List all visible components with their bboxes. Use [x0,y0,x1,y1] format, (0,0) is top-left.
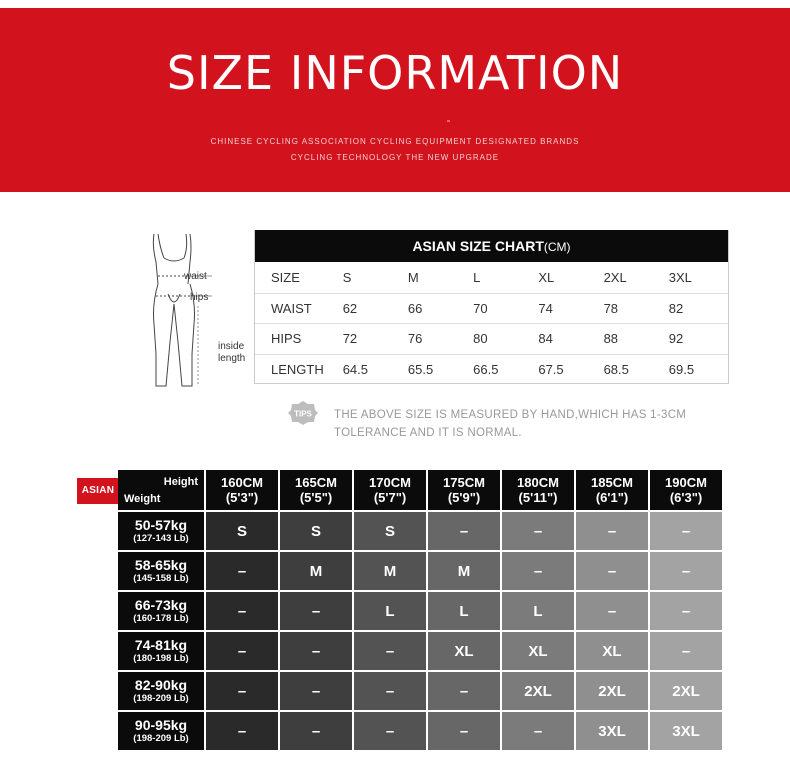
asian-size-chart [254,230,729,384]
size-cell: – [502,512,574,550]
asian-chart-cell: 80 [473,331,488,347]
figure-label-waist: waist [184,271,207,282]
height-column-header [280,470,352,510]
size-cell: 2XL [650,672,722,710]
size-cell: 3XL [576,712,648,750]
bib-tights-outline-icon [134,224,254,394]
weight-row-header [118,712,204,750]
weight-lb: (160-178 Lb) [133,613,189,624]
asian-chart-cell: 72 [342,331,358,347]
height-cm: 165CM [295,475,337,490]
weight-lb: (180-198 Lb) [133,653,189,664]
chart-title-text: ASIAN SIZE CHART [412,238,544,254]
size-cell: – [650,592,722,630]
asian-chart-row-label: WAIST [271,300,312,316]
header-subtitle-1: CHINESE CYCLING ASSOCIATION CYCLING EQUIPMENT DESIGNATED BRANDS [210,137,580,146]
asian-chart-cell: 78 [603,300,619,316]
asian-chart-cell: 76 [407,331,423,347]
weight-row-header [118,552,204,590]
weight-kg: 66-73kg [134,597,188,613]
decor-dot [447,120,450,122]
weight-lb: (145-158 Lb) [133,573,189,584]
size-cell: – [576,592,648,630]
asian-chart-cell: 74 [538,300,553,316]
size-cell: – [576,512,648,550]
size-cell: – [428,512,500,550]
asian-chart-cell: XL [538,269,555,285]
weight-row-header [118,672,204,710]
height-ft: (6'3") [669,490,703,505]
size-cell: – [650,552,722,590]
size-cell: – [206,592,278,630]
grid-corner-header [118,470,204,510]
weight-row-header [118,592,204,630]
asian-chart-cell: 68.5 [603,361,629,377]
size-cell: – [280,672,352,710]
figure-label-inside: inside [218,341,245,352]
size-cell: – [502,712,574,750]
height-ft: (5'11") [518,490,558,505]
height-ft: (6'1") [595,490,629,505]
height-axis-label: Height [163,476,198,488]
height-column-header [576,470,648,510]
weight-kg: 90-95kg [134,717,188,733]
weight-kg: 50-57kg [134,517,188,533]
asian-chart-cell: 62 [342,300,358,316]
size-cell: XL [502,632,574,670]
header-banner [0,8,790,192]
size-cell: – [502,552,574,590]
height-cm: 190CM [665,475,707,490]
size-cell: L [354,592,426,630]
size-cell: – [206,552,278,590]
height-ft: (5'9") [447,490,481,505]
height-cm: 160CM [221,475,263,490]
asian-chart-cell: 66.5 [473,361,499,377]
size-cell: S [354,512,426,550]
asian-chart-row [255,323,728,354]
size-cell: – [280,712,352,750]
height-cm: 175CM [443,475,485,490]
size-cell: L [428,592,500,630]
size-cell: – [354,632,426,670]
tips-line-2: TOLERANCE AND IT IS NORMAL. [334,427,522,439]
height-cm: 170CM [369,475,411,490]
height-ft: (5'7") [373,490,407,505]
height-cm: 180CM [517,475,559,490]
height-column-header [502,470,574,510]
size-cell: – [354,672,426,710]
size-cell: – [206,632,278,670]
asian-chart-cell: 70 [473,300,488,316]
asian-chart-row [255,354,728,385]
size-cell: M [354,552,426,590]
size-cell: XL [428,632,500,670]
size-cell: – [206,672,278,710]
weight-kg: 82-90kg [134,677,188,693]
size-cell: – [428,712,500,750]
asian-chart-row [255,293,728,324]
page-title: SIZE INFORMATION [166,46,624,100]
size-cell: S [280,512,352,550]
size-cell: – [650,632,722,670]
size-cell: – [206,712,278,750]
asian-chart-cell: 82 [668,300,684,316]
figure-label-hips: hips [190,292,209,303]
weight-axis-label: Weight [124,493,161,505]
asian-chart-cell: 69.5 [668,361,695,377]
asian-chart-row-label: LENGTH [271,361,324,377]
height-cm: 185CM [591,475,633,490]
asian-chart-cell: L [473,269,481,285]
height-ft: (5'3") [225,490,259,505]
asian-chart-cell: 67.5 [538,361,564,377]
size-cell: – [280,632,352,670]
asian-chart-cell: S [342,269,352,285]
size-cell: M [280,552,352,590]
size-cell: M [428,552,500,590]
weight-row-header [118,632,204,670]
height-column-header [206,470,278,510]
tips-note [334,406,734,442]
asian-chart-row-label: HIPS [271,331,302,347]
weight-kg: 58-65kg [134,557,188,573]
size-cell: 2XL [502,672,574,710]
size-cell: – [354,712,426,750]
size-cell: L [502,592,574,630]
asian-chart-cell: 88 [603,331,619,347]
size-cell: – [280,592,352,630]
asian-chart-cell: 65.5 [407,361,434,377]
size-cell: 2XL [576,672,648,710]
asian-chart-row [255,262,728,293]
weight-row-header [118,512,204,550]
size-cell: – [428,672,500,710]
asian-chart-cell: 2XL [603,269,627,285]
asian-chart-row-label: SIZE [271,269,300,285]
asian-chart-cell: 3XL [668,269,692,285]
chart-title-unit: (CM) [543,240,571,254]
height-column-header [650,470,722,510]
figure-label-length: length [218,353,246,364]
weight-kg: 74-81kg [134,637,188,653]
asian-chart-cell: 92 [668,331,684,347]
size-cell: – [576,552,648,590]
weight-lb: (198-209 Lb) [133,693,189,704]
asian-size-chart-title [255,230,728,262]
tips-line-1: THE ABOVE SIZE IS MEASURED BY HAND,WHICH HAS 1-3CM [334,409,687,421]
asian-chart-cell: 64.5 [342,361,368,377]
height-column-header [354,470,426,510]
asian-chart-cell: 66 [407,300,423,316]
height-ft: (5'5") [299,490,333,505]
asian-chart-cell: 84 [538,331,553,347]
weight-lb: (198-209 Lb) [133,733,189,744]
bib-tights-figure [134,224,254,394]
size-cell: S [206,512,278,550]
tips-icon [287,400,319,426]
size-cell: XL [576,632,648,670]
weight-lb: (127-143 Lb) [133,533,189,544]
header-subtitle-2: CYCLING TECHNOLOGY THE NEW UPGRADE [290,153,500,162]
height-column-header [428,470,500,510]
tips-icon-text: TIPS [294,409,312,419]
size-cell: 3XL [650,712,722,750]
size-cell: – [650,512,722,550]
asian-tag: ASIAN [77,478,119,504]
asian-chart-cell: M [407,269,419,285]
